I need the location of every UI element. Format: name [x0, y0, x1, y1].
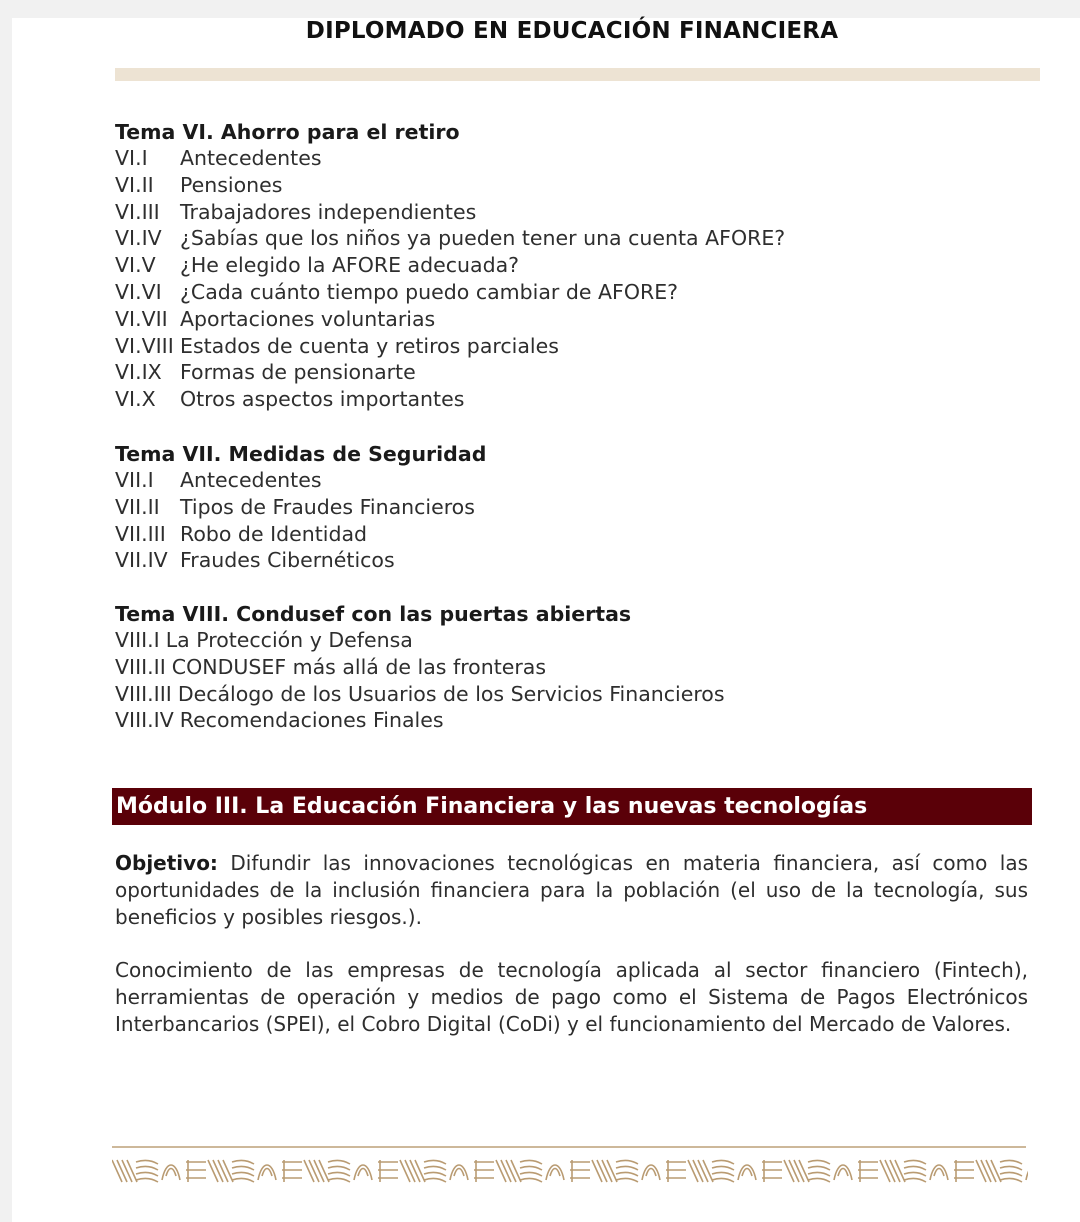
item-text: Decálogo de los Usuarios de los Servicios Financieros — [177, 681, 725, 706]
item-text: Aportaciones voluntarias — [180, 306, 436, 331]
objective-text: Difundir las innovaciones tecnológicas en materia financiera, así como las oportunidades de la inclusión financiera para la población (el uso de la tecnología, sus beneficios y posibles riesgos.). — [115, 851, 1029, 929]
item-number: VII.IV — [115, 548, 168, 573]
tema-viii-title: Tema VIII. Condusef con las puertas abiertas — [115, 602, 632, 626]
objective-label: Objetivo: — [115, 851, 218, 875]
list-item — [115, 654, 725, 681]
item-number: VI.VIII — [115, 333, 174, 358]
item-number: VII.II — [115, 494, 160, 519]
list-item — [115, 681, 725, 708]
viewer-top-bar — [0, 0, 1080, 18]
footer-divider — [112, 1146, 1026, 1148]
header-decorative-band — [115, 68, 1040, 81]
item-number: VIII.III — [115, 681, 172, 706]
item-text: ¿Sabías que los niños ya pueden tener una cuenta AFORE? — [180, 226, 786, 251]
item-number: VIII.IV — [115, 708, 174, 733]
item-number: VI.V — [115, 253, 156, 278]
list-item — [115, 172, 785, 199]
item-text: Pensiones — [180, 172, 283, 197]
item-text: Estados de cuenta y retiros parciales — [180, 333, 559, 358]
list-item — [115, 252, 785, 279]
item-number: VI.II — [115, 172, 154, 197]
list-item — [115, 359, 785, 386]
list-item — [115, 707, 725, 734]
item-number: VI.X — [115, 387, 156, 412]
list-item — [115, 494, 486, 521]
item-text: Trabajadores independientes — [180, 199, 477, 224]
list-item — [115, 467, 486, 494]
list-item — [115, 306, 785, 333]
objective-paragraph — [115, 850, 1028, 931]
document-title: DIPLOMADO EN EDUCACIÓN FINANCIERA — [305, 18, 839, 44]
item-text: ¿He elegido la AFORE adecuada? — [180, 253, 520, 278]
item-number: VIII.II — [115, 654, 166, 679]
item-number: VI.III — [115, 199, 160, 224]
item-text: Fraudes Cibernéticos — [180, 548, 395, 573]
item-text: Robo de Identidad — [180, 521, 368, 546]
item-text: Recomendaciones Finales — [179, 708, 444, 733]
list-item — [115, 199, 785, 226]
list-item — [115, 627, 725, 654]
item-number: VII.I — [115, 468, 154, 492]
item-text: Formas de pensionarte — [180, 360, 416, 385]
item-number: VI.VII — [115, 306, 168, 331]
list-item — [115, 521, 486, 548]
item-text: Antecedentes — [180, 468, 322, 492]
item-number: VIII.I — [115, 628, 160, 652]
item-number: VI.I — [115, 146, 148, 170]
item-text: La Protección y Defensa — [165, 628, 413, 652]
list-item — [115, 279, 785, 306]
item-number: VII.III — [115, 521, 166, 546]
list-item — [115, 225, 785, 252]
module-description-paragraph: Conocimiento de las empresas de tecnología aplicada al sector financiero (Fintech), herramientas de operación y medios de pago como el Sistema de Pagos Electrónicos Interbancarios (SPEI), el Cobro Digital (CoDi) y el funcionamiento del Mercado de Valores. — [115, 958, 1028, 1036]
module-iii-banner: Módulo III. La Educación Financiera y las nuevas tecnologías — [112, 788, 1032, 825]
item-text: CONDUSEF más allá de las fronteras — [171, 654, 547, 679]
item-text: Otros aspectos importantes — [180, 387, 465, 412]
item-number: VI.VI — [115, 279, 162, 304]
list-item — [115, 145, 785, 172]
tema-vii-title: Tema VII. Medidas de Seguridad — [115, 442, 487, 466]
list-item — [115, 386, 785, 413]
tema-viii-section — [115, 601, 725, 734]
item-number: VI.IX — [115, 360, 162, 385]
item-text: Tipos de Fraudes Financieros — [180, 494, 475, 519]
list-item — [115, 547, 486, 574]
tema-vi-title: Tema VI. Ahorro para el retiro — [115, 120, 460, 144]
item-number: VI.IV — [115, 226, 162, 251]
tema-vi-section — [115, 119, 785, 413]
footer-ornament-pattern — [112, 1156, 1028, 1186]
tema-vii-section — [115, 441, 486, 574]
item-text: ¿Cada cuánto tiempo puedo cambiar de AFORE? — [180, 279, 679, 304]
list-item — [115, 333, 785, 360]
item-text: Antecedentes — [180, 146, 322, 170]
